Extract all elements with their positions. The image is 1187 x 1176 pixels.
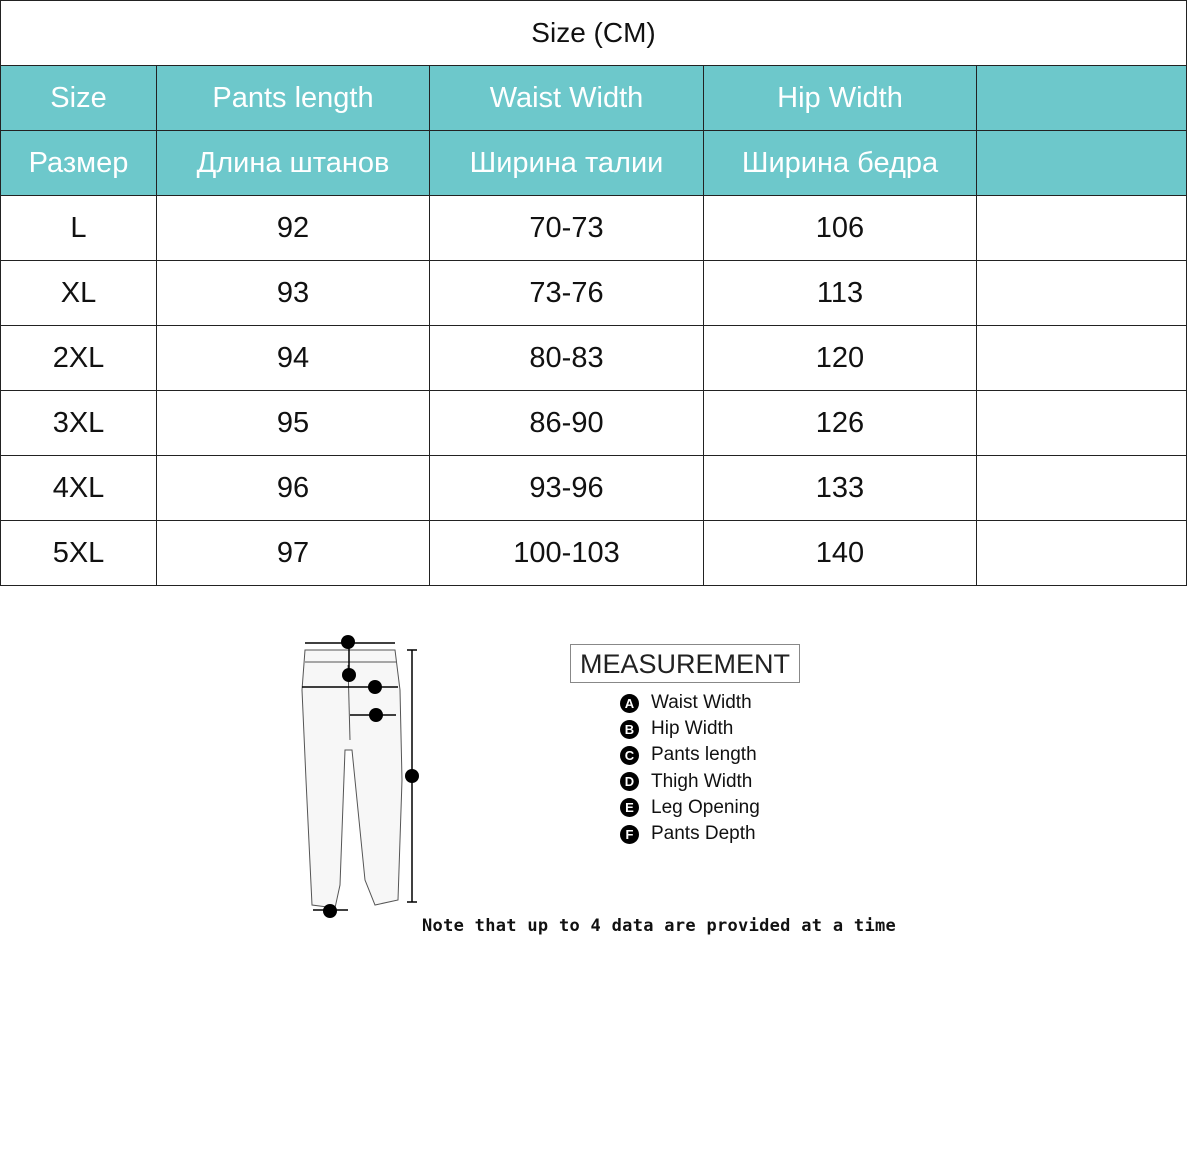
legend-item (620, 769, 760, 795)
table-cell: 86-90 (430, 391, 704, 456)
header-cell: Длина штанов (157, 131, 430, 196)
legend-label: Thigh Width (651, 770, 753, 792)
table-row (1, 456, 1187, 521)
table-cell (977, 391, 1187, 456)
table-cell: L (1, 196, 157, 261)
table-cell: 95 (157, 391, 430, 456)
legend-label: Hip Width (651, 718, 734, 740)
header-cell: Waist Width (430, 66, 704, 131)
table-cell: 73-76 (430, 261, 704, 326)
table-row (1, 326, 1187, 391)
table-row (1, 521, 1187, 586)
table-cell: 94 (157, 326, 430, 391)
table-cell: 93-96 (430, 456, 704, 521)
note-text: Note that up to 4 data are provided at a time (422, 916, 897, 936)
table-cell: 80-83 (430, 326, 704, 391)
table-cell: 2XL (1, 326, 157, 391)
legend-item (620, 821, 760, 847)
legend-label: Pants Depth (651, 823, 756, 845)
legend-label: Waist Width (651, 692, 752, 714)
letter-badge-icon: E (620, 798, 639, 817)
header-row-en (1, 66, 1187, 131)
letter-badge-icon: C (620, 746, 639, 765)
measurement-title: MEASUREMENT (570, 644, 800, 683)
table-cell: 93 (157, 261, 430, 326)
header-cell: Size (1, 66, 157, 131)
table-cell: XL (1, 261, 157, 326)
table-cell: 96 (157, 456, 430, 521)
measurement-legend (620, 690, 760, 847)
legend-item (620, 795, 760, 821)
table-row (1, 261, 1187, 326)
header-cell: Hip Width (704, 66, 977, 131)
table-cell: 4XL (1, 456, 157, 521)
letter-badge-icon: D (620, 772, 639, 791)
size-table (0, 0, 1187, 586)
letter-badge-icon: A (620, 694, 639, 713)
table-cell: 70-73 (430, 196, 704, 261)
table-row (1, 391, 1187, 456)
table-cell (977, 521, 1187, 586)
table-row (1, 196, 1187, 261)
header-cell: Pants length (157, 66, 430, 131)
header-cell: Ширина талии (430, 131, 704, 196)
legend-label: Leg Opening (651, 796, 760, 818)
table-cell: 126 (704, 391, 977, 456)
header-cell (977, 66, 1187, 131)
table-cell: 140 (704, 521, 977, 586)
table-cell (977, 326, 1187, 391)
legend-label: Pants length (651, 744, 757, 766)
header-cell: Размер (1, 131, 157, 196)
legend-item (620, 690, 760, 716)
table-cell: 3XL (1, 391, 157, 456)
table-cell (977, 261, 1187, 326)
table-title: Size (CM) (1, 1, 1187, 66)
table-cell (977, 196, 1187, 261)
table-cell: 120 (704, 326, 977, 391)
table-cell (977, 456, 1187, 521)
legend-item (620, 742, 760, 768)
header-cell (977, 131, 1187, 196)
table-cell: 113 (704, 261, 977, 326)
letter-badge-icon: B (620, 720, 639, 739)
pants-diagram (290, 630, 430, 930)
table-cell: 5XL (1, 521, 157, 586)
table-cell: 106 (704, 196, 977, 261)
table-cell: 133 (704, 456, 977, 521)
legend-item (620, 716, 760, 742)
letter-badge-icon: F (620, 825, 639, 844)
table-cell: 97 (157, 521, 430, 586)
header-cell: Ширина бедра (704, 131, 977, 196)
table-cell: 100-103 (430, 521, 704, 586)
table-cell: 92 (157, 196, 430, 261)
header-row-ru (1, 131, 1187, 196)
